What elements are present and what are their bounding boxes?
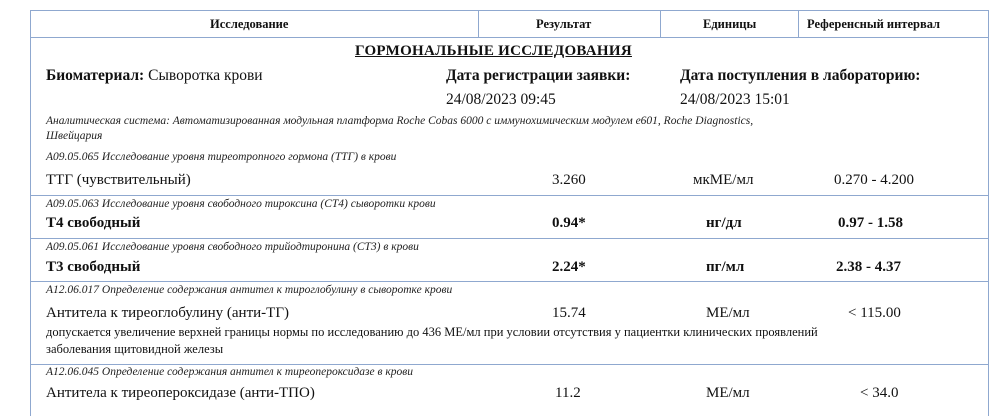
row-divider-3 [30, 281, 988, 282]
header-reference: Референсный интервал [807, 17, 941, 31]
test-name-t4: Т4 свободный [46, 215, 141, 231]
test-code-tsh: A09.05.065 Исследование уровня тиреотропного гормона (ТТГ) в крови [46, 151, 397, 163]
test-units-t4: нг/дл [706, 215, 742, 231]
test-units-anti-tg: МЕ/мл [706, 305, 750, 321]
anti-tg-note-line2: заболевания щитовидной железы [46, 342, 224, 356]
test-code-t3: A09.05.061 Исследование уровня свободного трийодтиронина (СТ3) в крови [46, 241, 419, 253]
header-col-divider-2 [660, 10, 661, 37]
biomaterial-value: Сыворотка крови [148, 67, 263, 84]
test-reference-t3: 2.38 - 4.37 [836, 259, 901, 275]
test-code-t4: A09.05.063 Исследование уровня свободного тироксина (СТ4) сыворотки крови [46, 198, 436, 210]
registration-value: 24/08/2023 09:45 [446, 91, 556, 108]
analytic-system-line2: Швейцария [46, 130, 103, 142]
row-divider-4 [30, 364, 988, 365]
test-units-anti-tpo: МЕ/мл [706, 385, 750, 401]
biomaterial-label: Биоматериал: [46, 67, 145, 84]
test-name-anti-tpo: Антитела к тиреопероксидазе (анти-ТПО) [46, 385, 315, 401]
test-reference-tsh: 0.270 - 4.200 [834, 172, 914, 188]
test-result-t4: 0.94* [552, 215, 586, 231]
test-result-anti-tg: 15.74 [552, 305, 586, 321]
header-study: Исследование [210, 17, 289, 31]
table-right-border [988, 10, 989, 416]
test-result-t3: 2.24* [552, 259, 586, 275]
test-code-anti-tg: A12.06.017 Определение содержания антител к тироглобулину в сыворотке крови [46, 284, 453, 296]
lab-arrival-value: 24/08/2023 15:01 [680, 91, 790, 108]
table-top-border [30, 10, 988, 11]
test-code-anti-tpo: A12.06.045 Определение содержания антител к тиреопероксидазе в крови [46, 366, 414, 378]
analytic-system-line1: Аналитическая система: Автоматизированная модульная платформа Roche Cobas 6000 с иммунохимическим модулем e601, Roche Diagnostics, [46, 115, 754, 127]
test-reference-anti-tpo: < 34.0 [860, 385, 899, 401]
test-result-anti-tpo: 11.2 [555, 385, 581, 401]
test-name-tsh: ТТГ (чувствительный) [46, 172, 191, 188]
header-result: Результат [536, 17, 592, 31]
row-divider-1 [30, 195, 988, 196]
biomaterial-line [46, 68, 263, 84]
test-name-anti-tg: Антитела к тиреоглобулину (анти-ТГ) [46, 305, 289, 321]
header-bottom-border [30, 37, 988, 38]
test-units-tsh: мкМЕ/мл [693, 172, 754, 188]
test-result-tsh: 3.260 [552, 172, 586, 188]
anti-tg-note-line1: допускается увеличение верхней границы нормы по исследованию до 436 МЕ/мл при условии отсутствия у пациентки клинических проявлений [46, 325, 818, 339]
header-col-divider-1 [478, 10, 479, 37]
table-left-border [30, 10, 31, 416]
test-name-t3: Т3 свободный [46, 259, 141, 275]
row-divider-2 [30, 238, 988, 239]
registration-label: Дата регистрации заявки: [446, 67, 631, 84]
test-units-t3: пг/мл [706, 259, 745, 275]
test-reference-anti-tg: < 115.00 [848, 305, 901, 321]
lab-arrival-label: Дата поступления в лабораторию: [680, 67, 921, 84]
header-col-divider-3 [798, 10, 799, 37]
header-units: Единицы [703, 17, 757, 31]
section-title: ГОРМОНАЛЬНЫЕ ИССЛЕДОВАНИЯ [355, 43, 632, 59]
test-reference-t4: 0.97 - 1.58 [838, 215, 903, 231]
